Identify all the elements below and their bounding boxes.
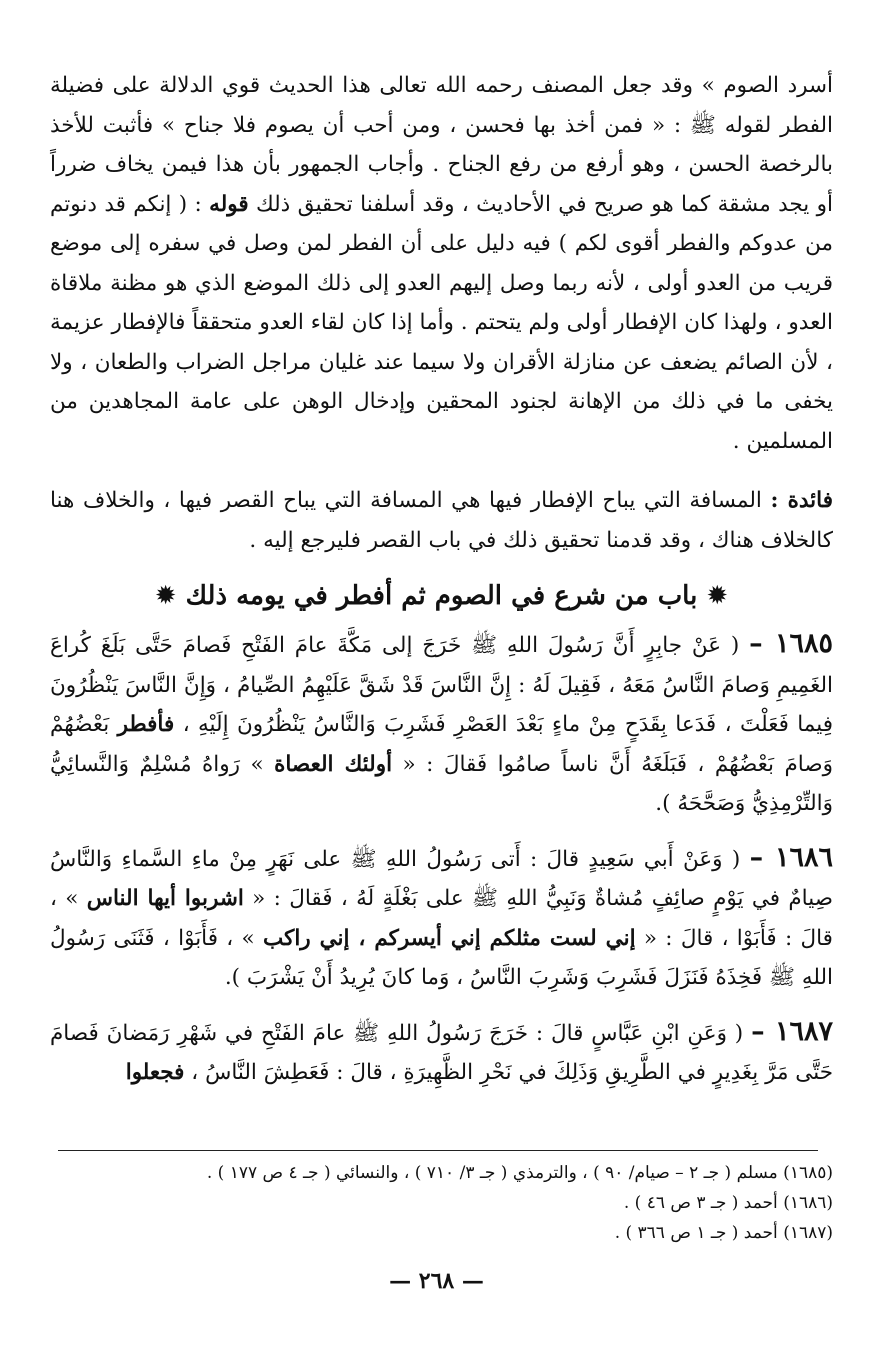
commentary-bold-word: قوله xyxy=(209,191,249,217)
footnote-line: (١٦٨٧) أحمد ( جـ ١ ص ٣٦٦ ) . xyxy=(614,1223,833,1243)
star-ornament-icon: ✹ xyxy=(706,581,729,611)
chapter-heading xyxy=(50,574,833,618)
benefit-note-paragraph xyxy=(50,481,833,560)
hadith-number: ١٦٨٥ – xyxy=(749,628,834,659)
footnote-line: (١٦٨٦) أحمد ( جـ ٣ ص ٤٦ ) . xyxy=(623,1193,833,1213)
hadith-text: » ، فَأَبَوْا ، فَثَنَى رَسُولُ اللهِ ﷺ فَخِذَهُ فَنَزَلَ فَشَرِبَ وَشَرِبَ النَّاسُ ، وَما كانَ يُرِيدُ أَنْ يَشْرَبَ ). xyxy=(50,925,833,990)
hadith-number: ١٦٨٧ – xyxy=(751,1015,833,1047)
hadith-text: ( وَعَنْ أَبي سَعِيدٍ قالَ : أَتى رَسُولُ اللهِ ﷺ على نَهَرٍ مِنْ ماءِ السَّماءِ وَالنَّاسُ صِيامٌ في يَوْمٍ صائِفٍ مُشاةٌ وَنَبِيُّ اللهِ ﷺ على بَغْلَةٍ لَهُ ، فَقالَ : « xyxy=(50,846,833,911)
commentary-paragraph xyxy=(50,66,833,461)
page-number: — ٢٦٨ — xyxy=(389,1268,484,1294)
commentary-text: أسرد الصوم » وقد جعل المصنف رحمه الله تعالى هذا الحديث قوي الدلالة على فضيلة الفطر لقوله ﷺ : « فمن أخذ بها فحسن ، ومن أحب أن يصوم فلا جناح » فأثبت للأخذ بالرخصة الحسن ، وهو أرفع من رفع الجناح . وأجاب الجمهور بأن هذا فيمن يخاف ضرراً أو يجد مشقة كما هو صريح في الأحاديث ، وقد أسلفنا تحقيق ذلك xyxy=(50,73,833,217)
hadith-entry xyxy=(50,838,833,998)
hadith-bold-text: اشربوا أيها الناس xyxy=(86,886,244,911)
footnotes xyxy=(50,1158,833,1248)
hadith-bold-text: فأفطر xyxy=(117,712,175,737)
commentary-text-continued: : ( إنكم قد دنوتم من عدوكم والفطر أقوى لكم ) فيه دليل على أن الفطر لمن وصل في سفره إلى موضع قريب من العدو أولى ، لأنه ربما وصل إليهم العدو إلى ذلك الموضع الذي هو مظنة ملاقاة العدو ، ولهذا كان الإفطار أولى ولم يتحتم . وأما إذا كان لقاء العدو متحققاً فالإفطار عزيمة ، لأن الصائم يضعف عن منازلة الأقران ولا سيما عند غليان مراجل الضراب والطعان ، ولا يخفى ما في ذلك من الإهانة لجنود المحقين وإدخال الوهن على عامة المجاهدين من المسلمين . xyxy=(50,191,833,454)
hadith-bold-text: فجعلوا xyxy=(125,1060,185,1085)
hadith-number: ١٦٨٦ – xyxy=(749,841,833,873)
footnote-line: (١٦٨٥) مسلم ( جـ ٢ – صيام/ ٩٠ ) ، والترمذي ( جـ ٣/ ٧١٠ ) ، والنسائي ( جـ ٤ ص ١٧٧ ) . xyxy=(206,1163,833,1183)
star-ornament-icon: ✹ xyxy=(154,581,177,611)
chapter-title: باب من شرع في الصوم ثم أفطر في يومه ذلك xyxy=(185,581,698,611)
benefit-label: فائدة : xyxy=(770,488,833,513)
hadith-entry xyxy=(50,624,833,824)
hadith-text: ( عَنْ جابِرٍ أَنَّ رَسُولَ اللهِ ﷺ خَرَجَ إلى مَكَّةَ عامَ الفَتْحِ فَصامَ حَتَّى بَلَغَ كُراعَ الغَمِيمِ وَصامَ النَّاسُ مَعَهُ ، فَقِيلَ لَهُ : إِنَّ النَّاسَ قَدْ شَقَّ عَلَيْهِمُ الصِّيامُ ، وَإِنَّ النَّاسَ يَنْظُرُونَ فِيما فَعَلْتَ ، فَدَعا بِقَدَحٍ مِنْ ماءٍ بَعْدَ العَصْرِ فَشَرِبَ وَالنَّاسُ يَنْظُرُونَ إِلَيْهِ ، xyxy=(50,633,834,737)
hadith-text: بَعْضُهُمْ وَصامَ بَعْضُهُمْ ، فَبَلَغَهُ أَنَّ ناساً صامُوا فَقالَ : « xyxy=(50,712,833,777)
hadith-bold-text: أولئك العصاة xyxy=(274,751,393,777)
hadith-text: ( وَعَنِ ابْنِ عَبَّاسٍ قالَ : خَرَجَ رَسُولُ اللهِ ﷺ عامَ الفَتْحِ في شَهْرِ رَمَضانَ فَصامَ حَتَّى مَرَّ بِغَدِيرٍ في الطَّرِيقِ وَذَلِكَ في نَحْرِ الظَّهِيرَةِ ، قالَ : فَعَطِشَ النَّاسُ ، xyxy=(50,1020,833,1085)
hadith-entry xyxy=(50,1012,833,1093)
hadith-bold-text: إني لست مثلكم إني أيسركم ، إني راكب xyxy=(262,925,636,951)
hadith-text: » ، قالَ : فَأَبَوْا ، قالَ : « xyxy=(50,886,833,951)
hadith-text: » رَواهُ مُسْلِمٌ وَالنَّسائِيُّ وَالتِّرْمِذِيُّ وَصَحَّحَهُ ). xyxy=(50,751,833,816)
benefit-text: المسافة التي يباح الإفطار فيها هي المسافة التي يباح القصر فيها ، والخلاف هنا كالخلاف هناك ، وقد قدمنا تحقيق ذلك في باب القصر فليرجع إليه . xyxy=(50,488,833,553)
footnote-divider xyxy=(58,1150,818,1151)
